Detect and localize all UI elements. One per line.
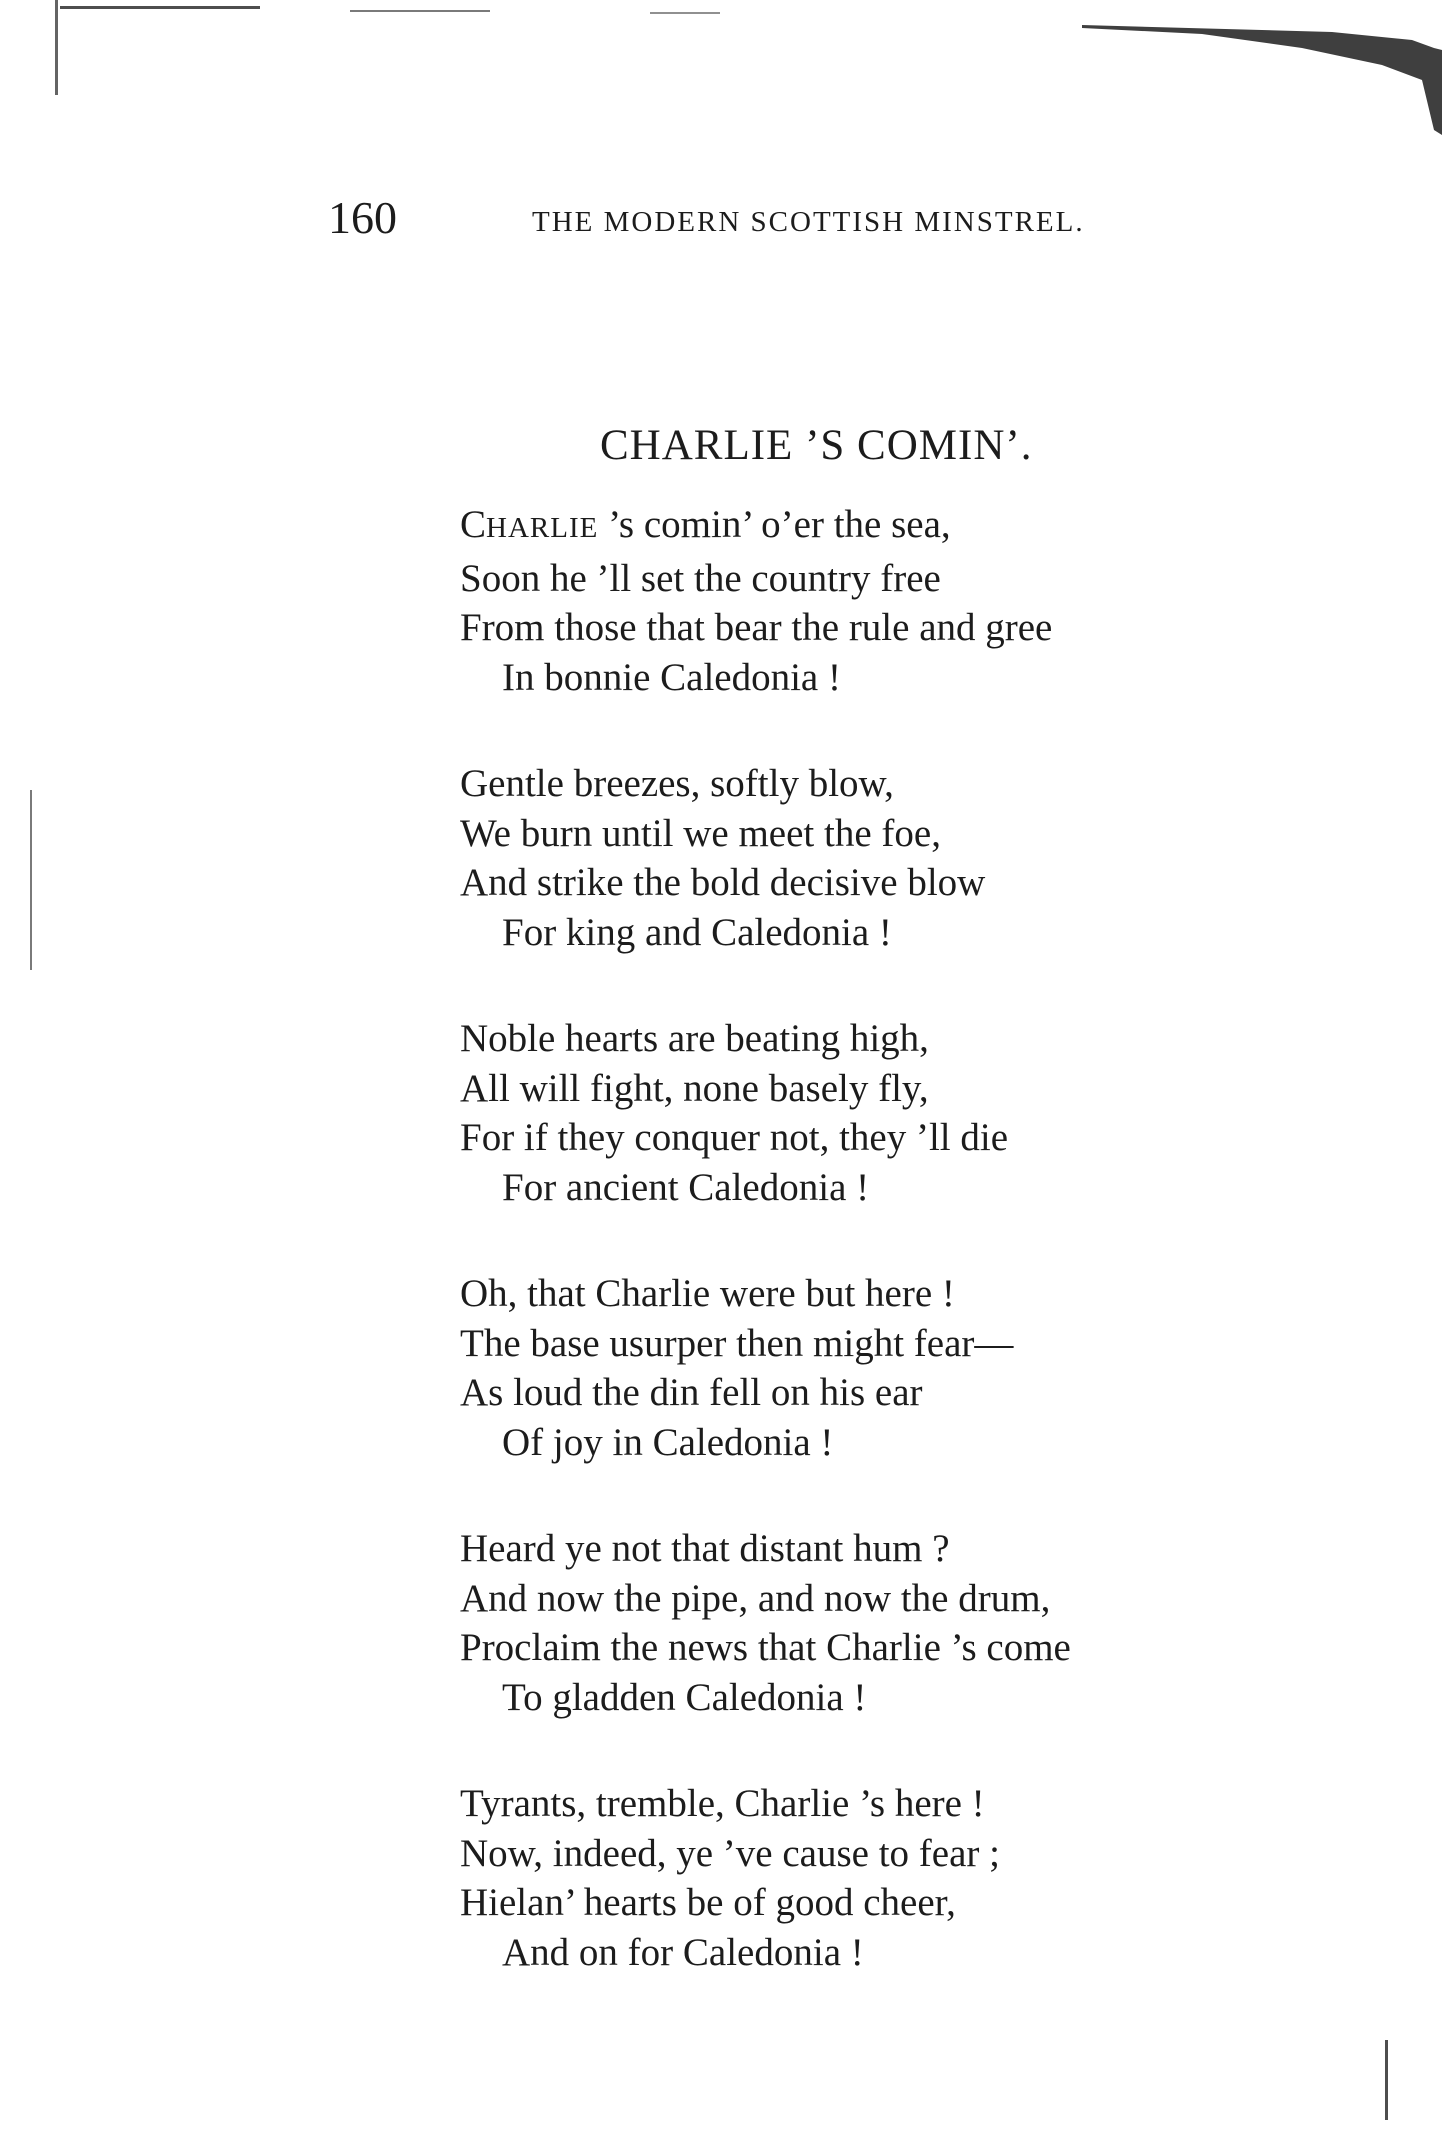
stanza-5 [460, 1524, 1360, 1722]
scan-artifact-bottom-right [1385, 2040, 1388, 2120]
stanza-2 [460, 759, 1360, 957]
poem-line-refrain: For king and Caledonia ! [502, 910, 892, 954]
poem-line-refrain: To gladden Caledonia ! [502, 1675, 867, 1719]
poem-line-refrain: For ancient Caledonia ! [502, 1165, 870, 1209]
poem-line: Heard ye not that distant hum ? [460, 1527, 950, 1570]
poem-line: As loud the din fell on his ear [460, 1371, 923, 1414]
running-header [0, 190, 1442, 250]
stanza-6 [460, 1779, 1360, 1977]
poem-body [460, 500, 1360, 2034]
scan-artifact-top-line-3 [650, 12, 720, 14]
poem-line: And now the pipe, and now the drum, [460, 1576, 1051, 1620]
poem-title: CHARLIE ’S COMIN’. [600, 422, 1033, 469]
scan-artifact-left-margin [30, 790, 32, 970]
poem-line: Oh, that Charlie were but here ! [460, 1272, 955, 1315]
poem-line: Noble hearts are beating high, [460, 1017, 929, 1060]
poem-line: We burn until we meet the foe, [460, 811, 941, 855]
first-line-remainder: ’s comin’ o’er the sea, [598, 503, 951, 546]
poem-line [460, 500, 1360, 554]
poem-line: Tyrants, tremble, Charlie ’s here ! [460, 1782, 985, 1825]
drop-word-smallcaps: HARLIE [486, 512, 599, 544]
scan-artifact-top-left [55, 0, 58, 95]
running-title: THE MODERN SCOTTISH MINSTREL. [532, 206, 1085, 238]
stanza-4 [460, 1269, 1360, 1467]
poem-line: And strike the bold decisive blow [460, 861, 986, 904]
poem-line: Hielan’ hearts be of good cheer, [460, 1881, 956, 1924]
poem-line: The base usurper then might fear— [460, 1321, 1014, 1365]
scan-artifact-top-line-1 [60, 6, 260, 9]
scan-artifact-top-line-2 [350, 10, 490, 12]
poem-line-refrain: In bonnie Caledonia ! [502, 655, 841, 699]
poem-line: All will fight, none basely fly, [460, 1066, 929, 1110]
scan-artifact-edge-smudge [1082, 20, 1442, 135]
page-number: 160 [328, 192, 397, 243]
poem-line: Proclaim the news that Charlie ’s come [460, 1626, 1071, 1669]
stanza-3 [460, 1014, 1360, 1212]
poem-line-refrain: Of joy in Caledonia ! [502, 1420, 834, 1464]
poem-line: From those that bear the rule and gree [460, 606, 1053, 649]
poem-line: Soon he ’ll set the country free [460, 556, 941, 600]
poem-line: For if they conquer not, they ’ll die [460, 1116, 1009, 1159]
poem-line-refrain: And on for Caledonia ! [502, 1930, 864, 1974]
stanza-1 [460, 500, 1360, 702]
poem-line: Gentle breezes, softly blow, [460, 762, 894, 805]
poem-line: Now, indeed, ye ’ve cause to fear ; [460, 1831, 1000, 1875]
drop-word-initial: C [460, 503, 487, 546]
